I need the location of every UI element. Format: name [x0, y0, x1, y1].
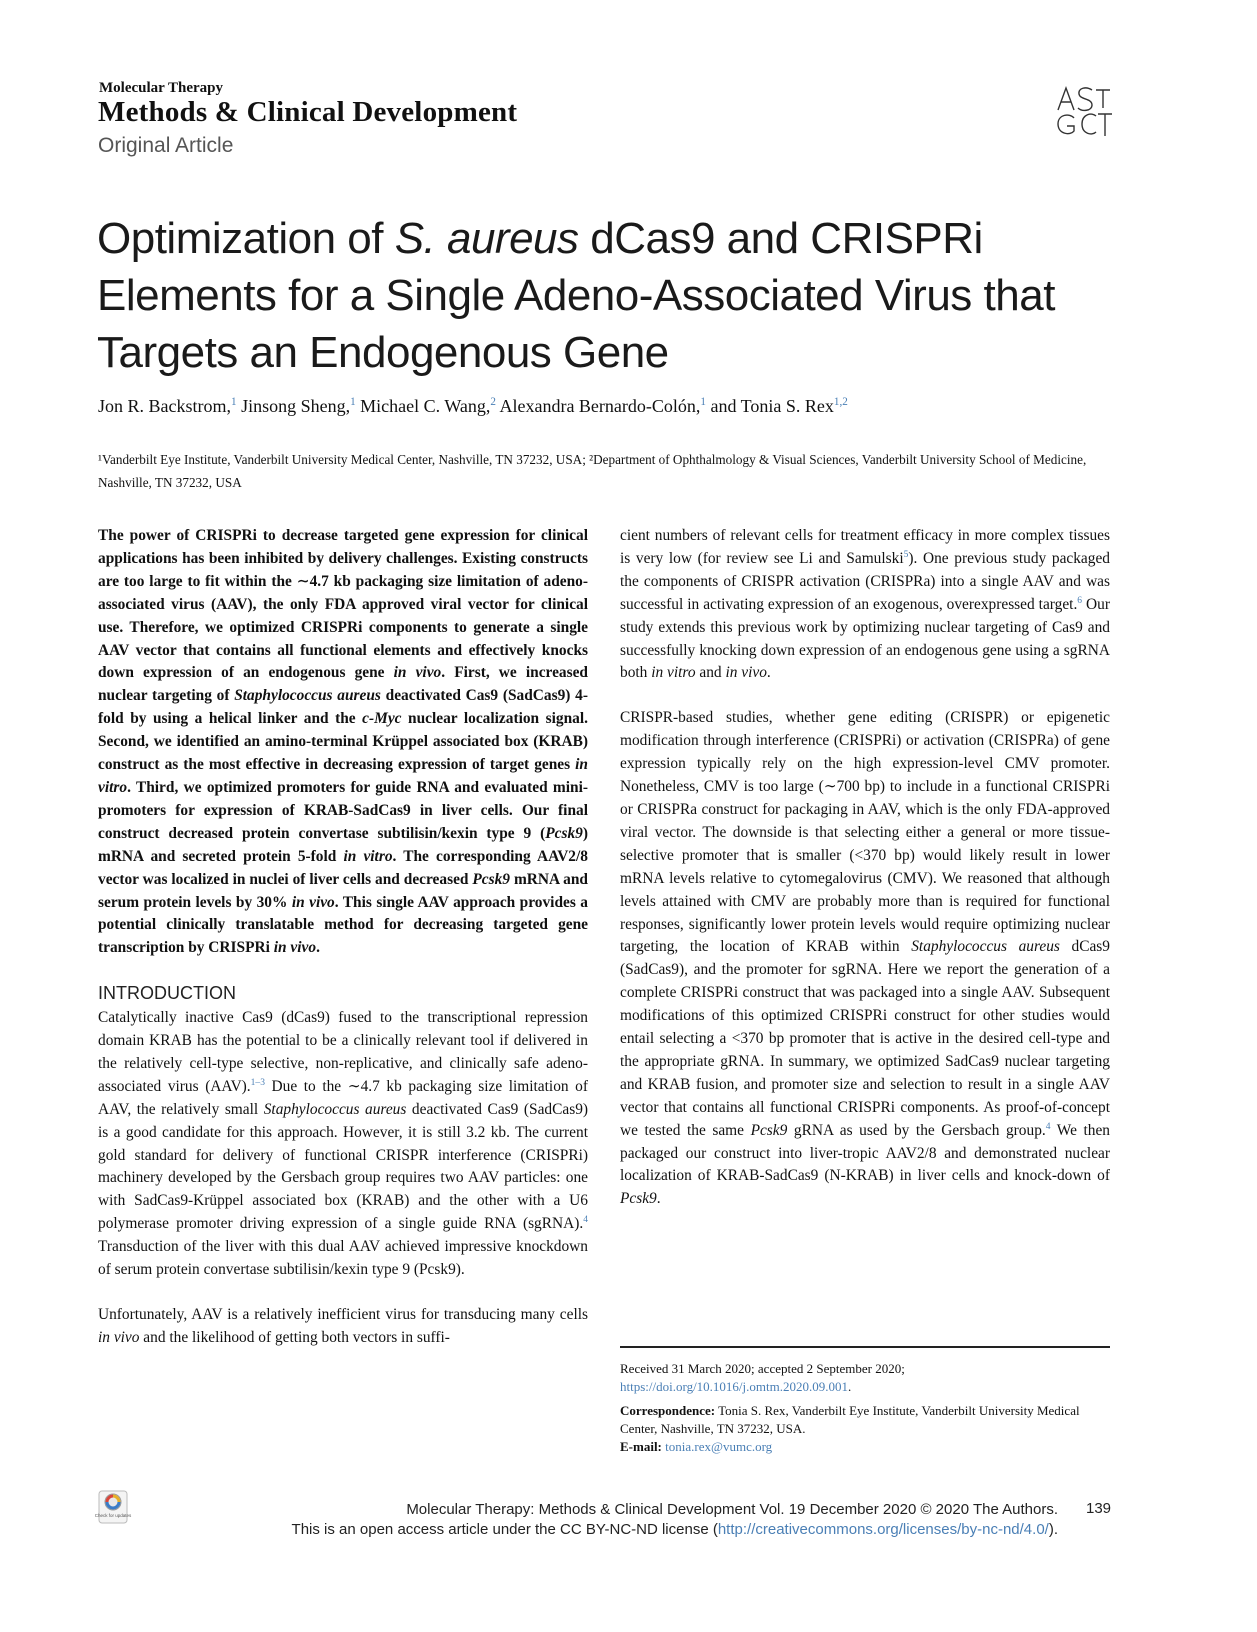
author-affiliation-mark[interactable]: 1 [231, 396, 237, 408]
asgct-logo-icon [1052, 84, 1114, 140]
body-text: Due to the ∼4.7 kb packaging size limitation of AAV, the relatively small [98, 1077, 588, 1118]
right-column [620, 525, 1110, 1233]
intro-paragraph-2-continued [620, 525, 1110, 685]
left-column [98, 525, 588, 1350]
abstract-italic: Staphylococcus aureus [234, 687, 381, 705]
author-name: Alexandra Bernardo-Colón, [499, 396, 701, 416]
author-name: Michael C. Wang, [360, 396, 491, 416]
correspondence [620, 1402, 1110, 1438]
abstract-italic: in vitro [98, 756, 588, 796]
intro-paragraph-2-start [98, 1304, 588, 1350]
correspondence-label: Correspondence: [620, 1403, 716, 1418]
reference-link[interactable]: 4 [583, 1214, 588, 1226]
footer-license [200, 1520, 1110, 1540]
doi-link[interactable]: https://doi.org/10.1016/j.omtm.2020.09.001 [620, 1379, 848, 1394]
author-list [98, 396, 848, 417]
body-italic: Staphylococcus aureus [263, 1100, 407, 1118]
license-text: This is an open access article under the CC BY-NC-ND license ( [291, 1521, 718, 1538]
body-text: and [695, 664, 726, 682]
reference-link[interactable]: 6 [1077, 594, 1083, 606]
reference-link[interactable]: 1–3 [250, 1076, 265, 1088]
body-text: deactivated Cas9 (SadCas9) is a good candidate for this approach. However, it is still 3.2 kb. The current gold standard for delivery of functional CRISPR interference (CRISPRi) machinery developed by the Gersbach group requires two AAV particles: one with SadCas9-Krüppel associated box (KRAB) and the other with a U6 polymerase promoter driving expression of a single guide RNA (sgRNA). [98, 1100, 589, 1233]
email-link[interactable]: tonia.rex@vumc.org [665, 1439, 773, 1454]
received-dates: Received 31 March 2020; accepted 2 September 2020; [620, 1361, 905, 1376]
abstract-text: ) mRNA and secreted protein 5-fold [98, 824, 588, 865]
abstract-text: The power of CRISPRi to decrease targeted gene expression for clinical applications has been inhibited by delivery challenges. Existing constructs are too large to fit within the ∼4.7 kb packaging size limitation of adeno-associated virus (AAV), the only FDA approved viral vector for clinical use. Therefore, we optimized CRISPRi components to generate a single AAV vector that contains all functional elements and effectively knocks down expression of an endogenous gene [98, 527, 588, 682]
abstract-text: . The corresponding AAV2/8 vector was localized in nuclei of liver cells and decreased [98, 847, 588, 888]
journal-name-main: Methods & Clinical Development [98, 96, 518, 128]
author-affiliation-mark[interactable]: 2 [490, 396, 496, 408]
body-text: and the likelihood of getting both vectors in suffi- [139, 1328, 450, 1346]
abstract-italic: in vitro [343, 847, 393, 865]
author-affiliation-mark[interactable]: 1,2 [833, 396, 848, 408]
license-link[interactable]: http://creativecommons.org/licenses/by-nc-nd/4.0/ [717, 1521, 1049, 1538]
reference-link[interactable]: 4 [1045, 1120, 1051, 1132]
body-italic: Pcsk9 [750, 1121, 788, 1139]
author-name: Jon R. Backstrom, [98, 396, 231, 416]
title-species: S. aureus [394, 214, 579, 263]
badge-label: Check for updates [94, 1513, 132, 1518]
abstract-italic: in vivo [273, 939, 317, 957]
body-text: We then packaged our construct into liver-tropic AAV2/8 and demonstrated nuclear localization of KRAB-SadCas9 (N-KRAB) in liver cells and knock-down of [620, 1121, 1110, 1185]
correspondence-text: Tonia S. Rex, Vanderbilt Eye Institute, Vanderbilt University Medical Center, Nashville, TN 37232, USA. [620, 1403, 1080, 1436]
article-type: Original Article [98, 134, 234, 157]
section-heading-introduction: INTRODUCTION [98, 983, 236, 1004]
author-affiliation-mark[interactable]: 1 [700, 396, 706, 408]
affiliations: ¹Vanderbilt Eye Institute, Vanderbilt University Medical Center, Nashville, TN 37232, USA; ²Department of Ophthalmology & Visual Sciences, Vanderbilt University School of Medicine, Nashville, TN 37232, USA [98, 452, 1087, 490]
reference-link[interactable]: 5 [903, 548, 909, 560]
page-footer [200, 1500, 1110, 1540]
author-name: Jinsong Sheng, [241, 396, 351, 416]
abstract-italic: Pcsk9 [545, 824, 583, 842]
doi-line [620, 1378, 1110, 1396]
article-title [97, 210, 1137, 381]
check-for-updates-icon[interactable] [94, 1490, 132, 1524]
abstract-text: . This single AAV approach provides a potential clinically translatable method for decreasing targeted gene transcription by CRISPRi [98, 893, 588, 957]
body-text: Catalytically inactive Cas9 (dCas9) fused to the transcriptional repression domain KRAB has the potential to be a clinically relevant tool if delivered in the relatively cell-type selective, non-replicative, and clinically safe adeno-associated virus (AAV). [98, 1009, 588, 1095]
doi-punctuation: . [848, 1379, 852, 1394]
email-label: E-mail: [620, 1439, 662, 1454]
journal-name-top: Molecular Therapy [99, 80, 224, 96]
body-text: gRNA as used by the Gersbach group. [787, 1121, 1046, 1139]
abstract-text: mRNA and serum protein levels by 30% [98, 870, 588, 911]
intro-paragraph-1 [98, 1007, 588, 1282]
abstract-italic: in vivo [393, 664, 442, 682]
body-italic: Staphylococcus aureus [911, 938, 1060, 956]
abstract [98, 525, 588, 960]
abstract-italic: Pcsk9 [472, 870, 511, 888]
author-name: and Tonia S. Rex [710, 396, 834, 416]
body-text: ). One previous study packaged the components of CRISPR activation (CRISPRa) into a single AAV and was successful in activating expression of an exogenous, overexpressed target. [620, 549, 1110, 613]
body-text: Transduction of the liver with this dual AAV achieved impressive knockdown of serum protein convertase subtilisin/kexin type 9 (Pcsk9). [98, 1238, 588, 1279]
body-italic: in vitro [651, 664, 696, 682]
body-text: dCas9 (SadCas9), and the promoter for sgRNA. Here we report the generation of a complete CRISPRi construct that was packaged into a single AAV. Subsequent modifications of this optimized CRISPRi construct for other studies would entail selecting a <370 bp promoter that is active in the desired cell-type and the appropriate gRNA. In summary, we optimized SadCas9 nuclear targeting and KRAB fusion, and promoter size and selection to result in a single AAV vector that contains all functional CRISPRi components. As proof-of-concept we tested the same [620, 938, 1110, 1139]
author-affiliation-mark[interactable]: 1 [350, 396, 356, 408]
body-text: . [766, 664, 771, 682]
footnote-divider [620, 1346, 1110, 1348]
body-italic: Pcsk9 [620, 1190, 657, 1208]
page-number: 139 [1086, 1500, 1112, 1517]
body-italic: in vivo [98, 1328, 140, 1346]
body-text: . [656, 1190, 661, 1208]
abstract-text: nuclear localization signal. Second, we identified an amino-terminal Krüppel associated box (KRAB) construct as the most effective in decreasing expression of target genes [98, 710, 588, 774]
title-part-1: Optimization of [97, 214, 395, 263]
body-italic: in vivo [725, 664, 767, 682]
footer-citation: Molecular Therapy: Methods & Clinical Development Vol. 19 December 2020 © 2020 The Authors. [406, 1501, 1058, 1518]
license-text-end: ). [1048, 1521, 1058, 1538]
title-part-2: dCas9 and CRISPRi Elements for a Single Adeno-Associated Virus that Targets an Endogenous Gene [97, 214, 1055, 377]
article-footnotes [620, 1360, 1110, 1456]
abstract-text: deactivated Cas9 (SadCas9) 4-fold by using a helical linker and the [98, 687, 588, 728]
email-line [620, 1438, 1110, 1456]
body-text: cient numbers of relevant cells for treatment efficacy in more complex tissues is very low (for review see Li and Samulski [620, 527, 1110, 567]
abstract-italic: in vivo [291, 893, 335, 911]
body-text: Our study extends this previous work by optimizing nuclear targeting of Cas9 and successfully knocking down expression of an endogenous gene using a sgRNA both [620, 595, 1110, 682]
abstract-text: . First, we increased nuclear targeting of [98, 664, 588, 705]
body-text: Unfortunately, AAV is a relatively inefficient virus for transducing many cells [98, 1306, 588, 1323]
abstract-italic: c-Myc [362, 710, 402, 728]
body-text: CRISPR-based studies, whether gene editing (CRISPR) or epigenetic modification through interference (CRISPRi) or activation (CRISPRa) of gene expression typically rely on the high expression-level CMV promoter. Nonetheless, CMV is too large (∼700 bp) to include in a functional CRISPRi or CRISPRa construct for packaging in AAV, which is the only FDA-approved viral vector. The downside is that selecting either a general or more tissue-selective promoter that is smaller (<370 bp) would likely result in lower mRNA levels relative to cytomegalovirus (CMV). We reasoned that although levels attained with CMV are probably more than is required for functional responses, significantly lower protein levels would require optimizing nuclear targeting, the location of KRAB within [620, 709, 1110, 956]
abstract-text: . Third, we optimized promoters for guide RNA and evaluated mini-promoters for expression of KRAB-SadCas9 in liver cells. Our final construct decreased protein convertase subtilisin/kexin type 9 ( [98, 778, 588, 842]
abstract-text: . [316, 939, 320, 957]
intro-paragraph-3 [620, 707, 1110, 1211]
